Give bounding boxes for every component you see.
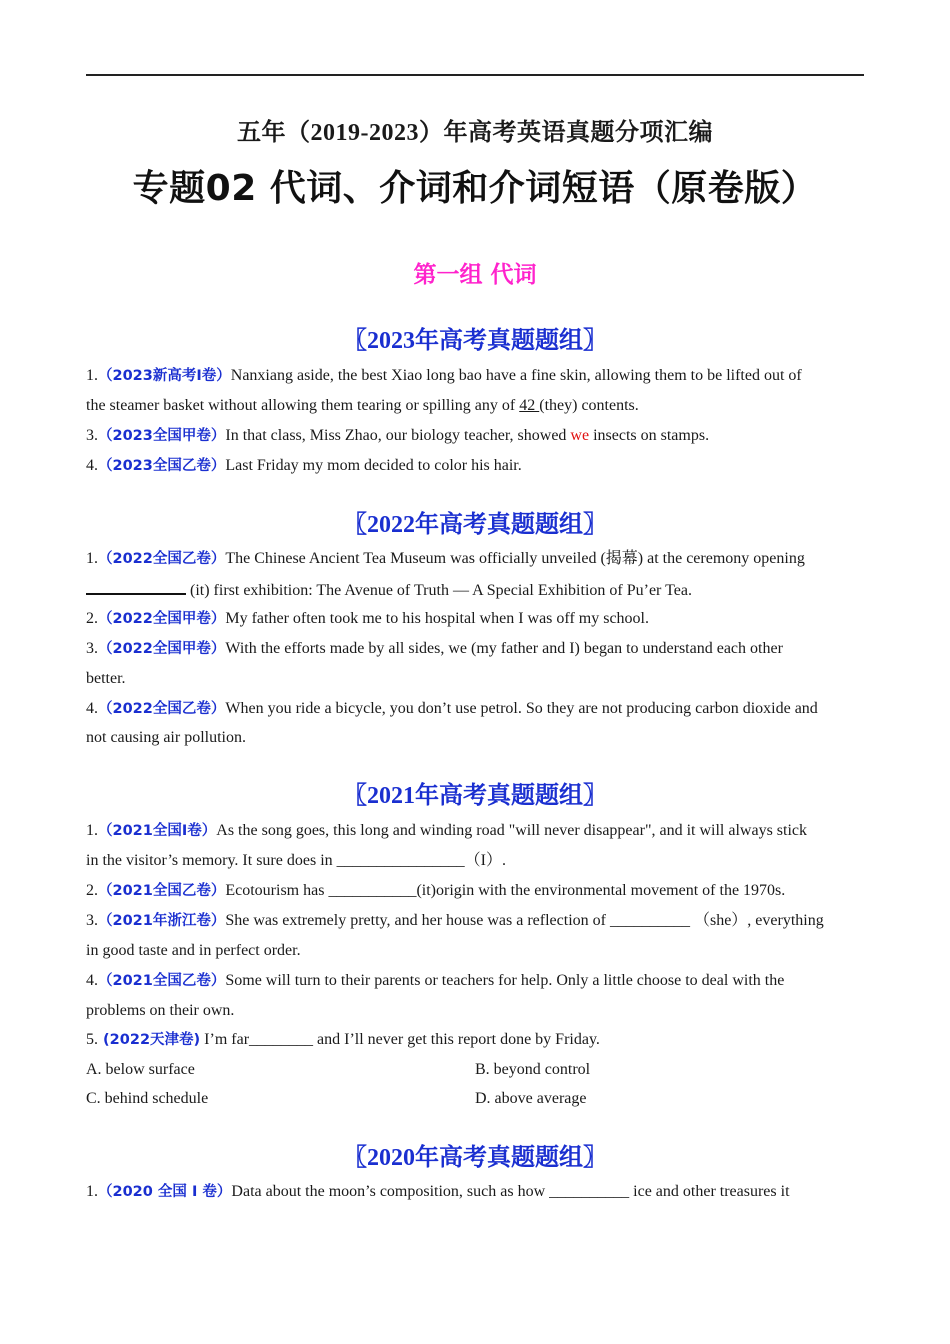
question-2022-3-line2: better. xyxy=(86,670,126,687)
option-c: C. behind schedule xyxy=(86,1090,209,1107)
source-tag: （2021全国乙卷） xyxy=(98,883,226,899)
source-tag: （2021全国乙卷） xyxy=(98,973,226,989)
source-tag: （2023全国乙卷） xyxy=(98,458,226,474)
question-2022-2: 2.（2022全国甲卷）My father often took me to his hospital when I was off my school. xyxy=(86,610,649,627)
question-2023-1-line1: 1.（2023新高考I卷）Nanxiang aside, the best Xiao long bao have a fine skin, allowing them to be lifted out of xyxy=(86,367,802,384)
source-tag: （2022全国乙卷） xyxy=(98,551,226,567)
option-d: D. above average xyxy=(475,1090,587,1107)
option-b: B. beyond control xyxy=(475,1061,591,1078)
source-tag: （2020 全国 I 卷） xyxy=(98,1184,232,1200)
section-heading-2022: 〖2022年高考真题题组〗 xyxy=(343,512,607,538)
top-rule xyxy=(86,74,864,76)
question-2023-4: 4.（2023全国乙卷）Last Friday my mom decided to color his hair. xyxy=(86,457,522,474)
question-2023-1-line2: the steamer basket without allowing them tearing or spilling any of 42 (they) contents. xyxy=(86,397,639,414)
option-a: A. below surface xyxy=(86,1061,195,1078)
source-tag: (2022天津卷) xyxy=(98,1032,201,1048)
document-title: 专题02 代词、介词和介词短语（原卷版） xyxy=(132,168,818,209)
question-2021-3-line1: 3.（2021年浙江卷）She was extremely pretty, and her house was a reflection of __________ （she）, everything xyxy=(86,912,824,929)
question-2021-1-line2: in the visitor’s memory. It sure does in ________________（I）. xyxy=(86,852,506,869)
question-2022-3-line1: 3.（2022全国甲卷）With the efforts made by all sides, we (my father and I) began to understand each other xyxy=(86,640,783,657)
question-2021-1-line1: 1.（2021全国I卷）As the song goes, this long and winding road "will never disappear", and it will always stick xyxy=(86,822,808,839)
source-tag: （2022全国甲卷） xyxy=(98,611,226,627)
question-2023-3: 3.（2023全国甲卷）In that class, Miss Zhao, our biology teacher, showed we insects on stamps. xyxy=(86,427,710,444)
answer-blank: 42 xyxy=(519,397,540,414)
source-tag: （2023全国甲卷） xyxy=(98,428,226,444)
answer-blank xyxy=(86,579,186,595)
question-2021-4-line2: problems on their own. xyxy=(86,1002,235,1019)
source-tag: （2022全国乙卷） xyxy=(98,701,226,717)
section-heading-2020: 〖2020年高考真题题组〗 xyxy=(343,1145,607,1171)
question-2021-3-line2: in good taste and in perfect order. xyxy=(86,942,301,959)
group-heading: 第一组 代词 xyxy=(413,262,537,288)
section-heading-2021: 〖2021年高考真题题组〗 xyxy=(343,783,607,809)
source-tag: （2023新高考I卷） xyxy=(98,368,231,384)
section-heading-2023: 〖2023年高考真题题组〗 xyxy=(343,328,607,354)
question-2022-4-line2: not causing air pollution. xyxy=(86,729,246,746)
question-2022-1-line1: 1.（2022全国乙卷）The Chinese Ancient Tea Museum was officially unveiled (揭幕) at the ceremony opening xyxy=(86,550,805,567)
source-tag: （2022全国甲卷） xyxy=(98,641,226,657)
source-tag: （2021年浙江卷） xyxy=(98,913,226,929)
error-highlight: we xyxy=(570,427,590,444)
source-tag: （2021全国I卷） xyxy=(98,823,217,839)
question-2022-4-line1: 4.（2022全国乙卷）When you ride a bicycle, you don’t use petrol. So they are not producing carbon dioxide and xyxy=(86,700,818,717)
document-subtitle: 五年（2019-2023）年高考英语真题分项汇编 xyxy=(237,120,713,146)
question-2020-1: 1.（2020 全国 I 卷）Data about the moon’s composition, such as how __________ ice and other treasures it xyxy=(86,1183,790,1200)
question-2021-2: 2.（2021全国乙卷）Ecotourism has ___________(it)origin with the environmental movement of the 1970s. xyxy=(86,882,786,899)
question-2021-5: 5. (2022天津卷) I’m far________ and I’ll never get this report done by Friday. xyxy=(86,1031,600,1048)
question-2021-4-line1: 4.（2021全国乙卷）Some will turn to their parents or teachers for help. Only a little choose to deal with the xyxy=(86,972,785,989)
question-2022-1-line2: (it) first exhibition: The Avenue of Truth — A Special Exhibition of Pu’er Tea. xyxy=(86,579,864,601)
